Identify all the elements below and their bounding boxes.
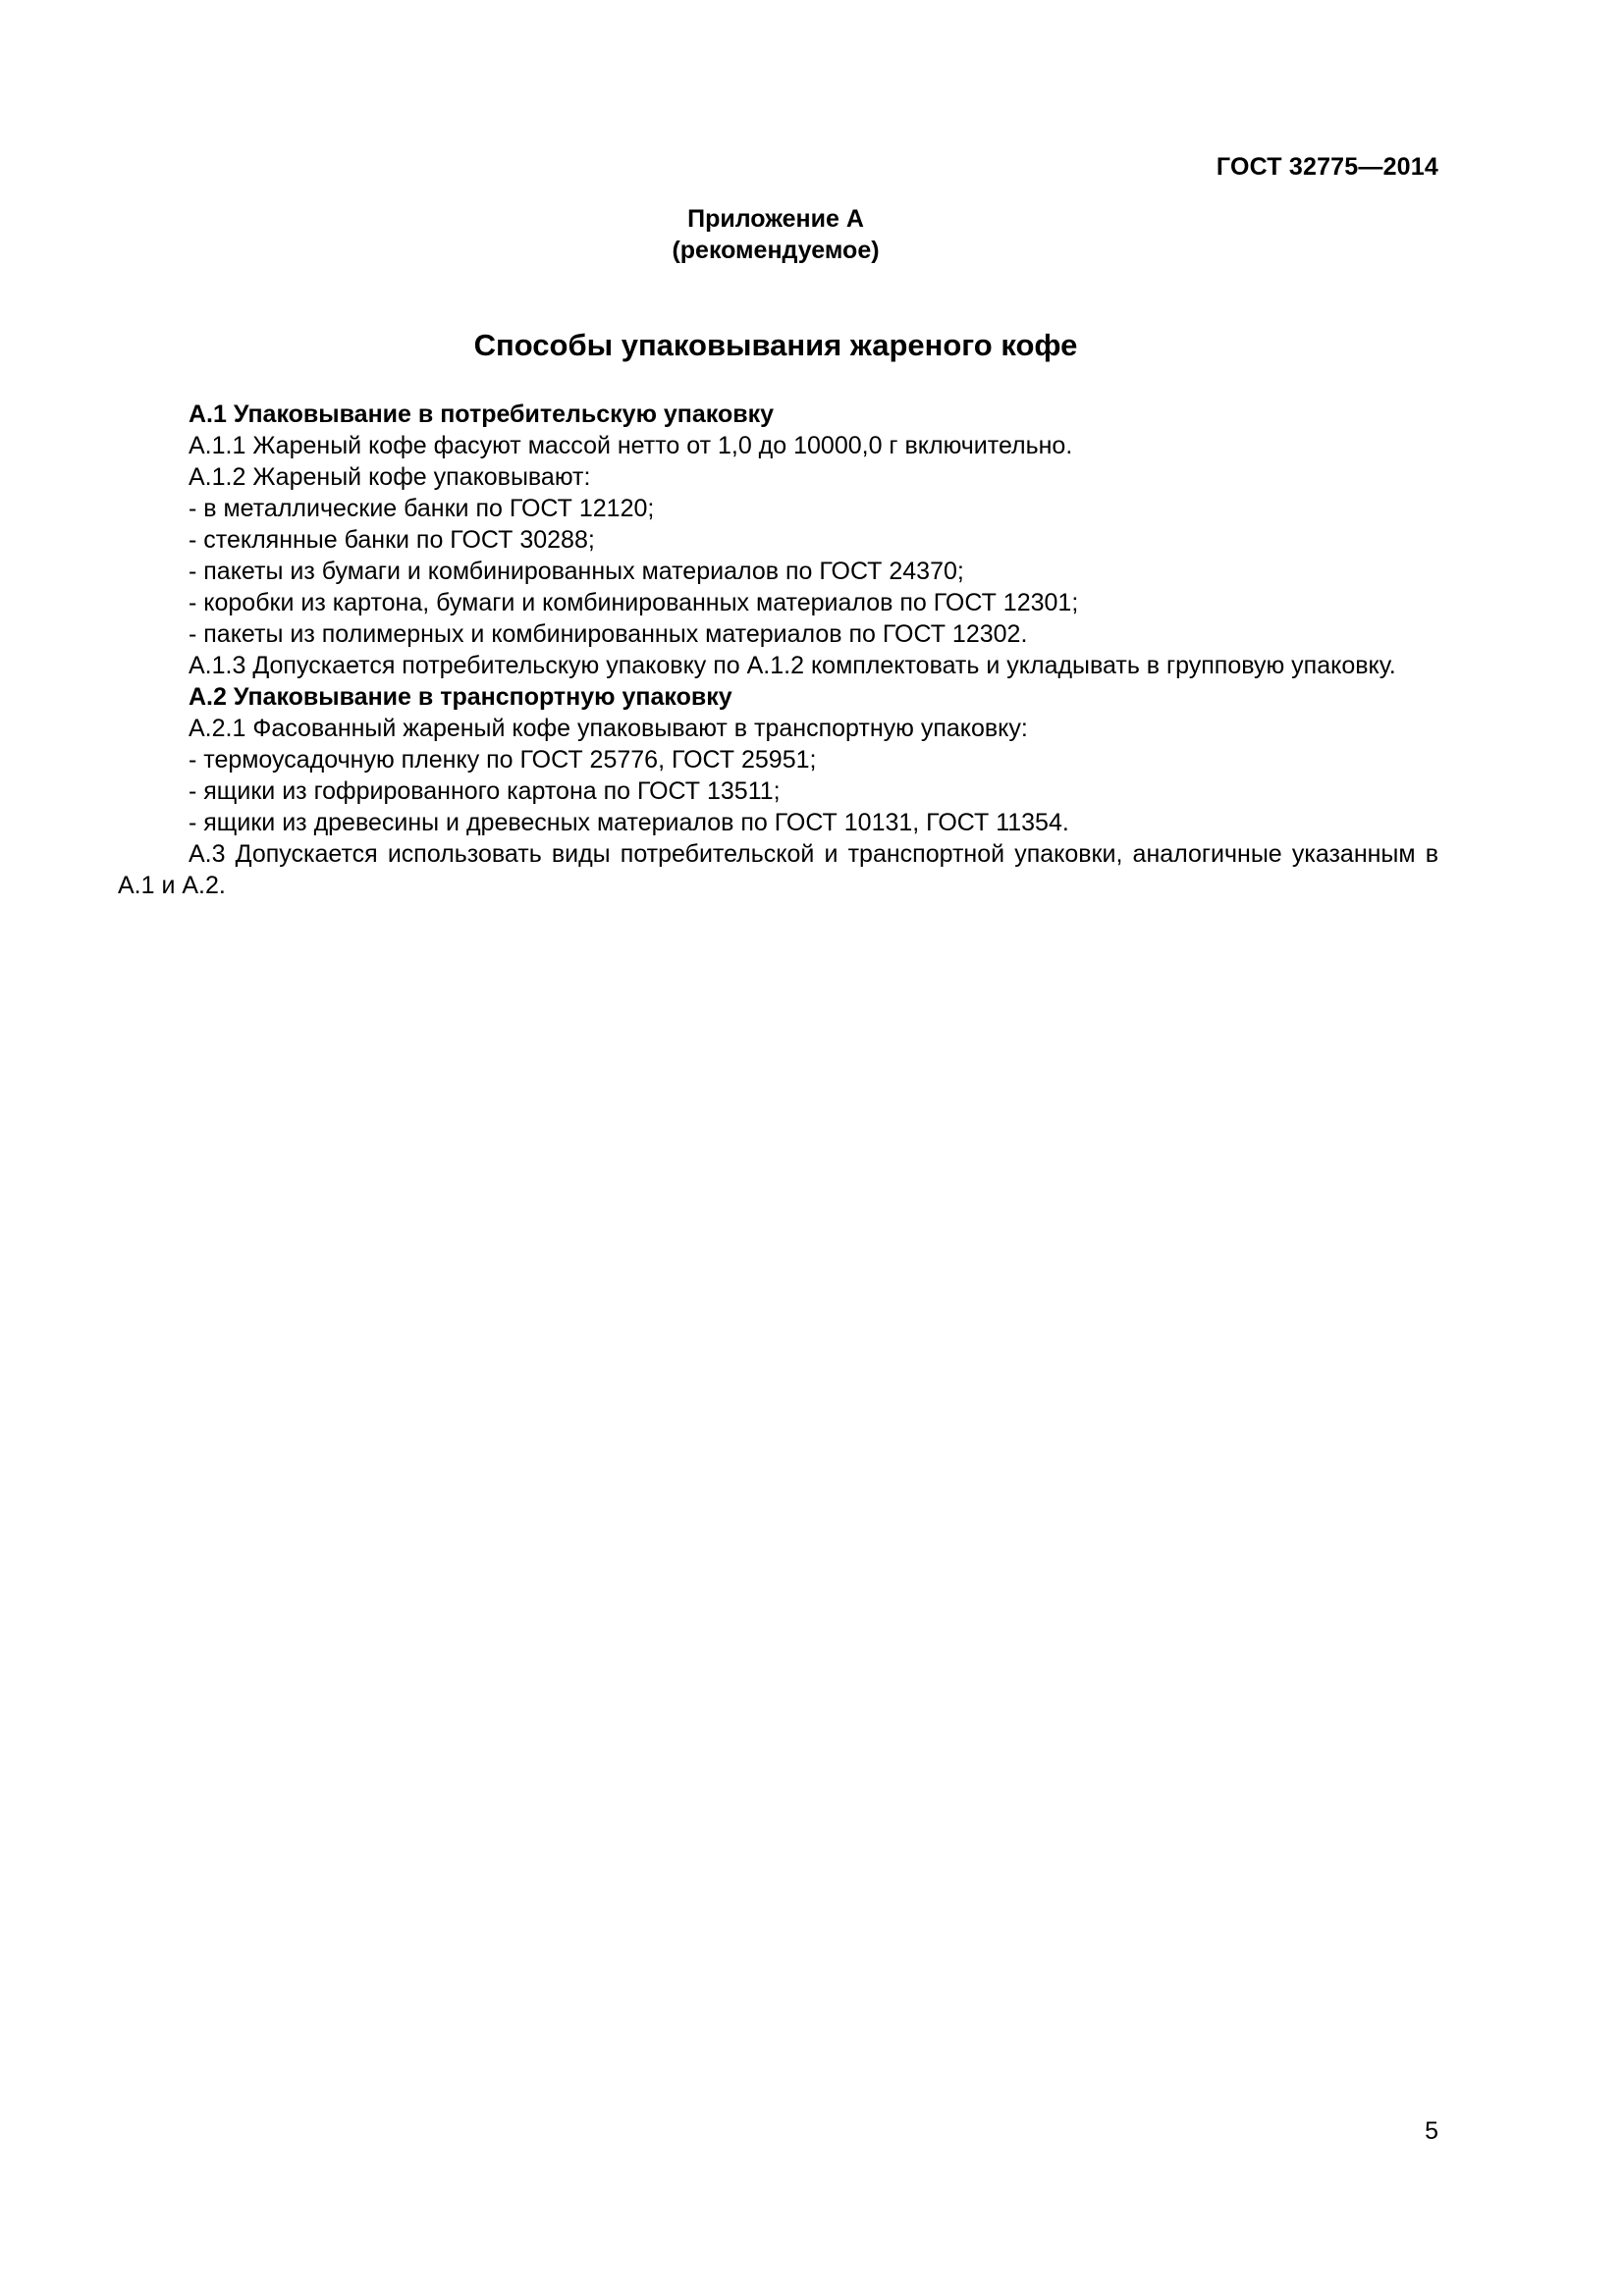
clause-a-2-1: А.2.1 Фасованный жареный кофе упаковывают в транспортную упаковку:	[189, 715, 1028, 742]
list-item: - пакеты из полимерных и комбинированных материалов по ГОСТ 12302.	[189, 620, 1028, 648]
appendix-label: Приложение А	[687, 205, 864, 233]
page-title: Способы упаковывания жареного кофе	[473, 328, 1078, 362]
clause-a-1-3: А.1.3 Допускается потребительскую упаковку по А.1.2 комплектовать и укладывать в групповую упаковку.	[189, 652, 1396, 679]
appendix-status: (рекомендуемое)	[672, 237, 880, 264]
list-item: - в металлические банки по ГОСТ 12120;	[189, 495, 655, 522]
clause-a-1-1: А.1.1 Жареный кофе фасуют массой нетто от 1,0 до 10000,0 г включительно.	[189, 432, 1073, 459]
list-item: - термоусадочную пленку по ГОСТ 25776, ГОСТ 25951;	[189, 746, 817, 774]
document-body	[118, 399, 1438, 901]
list-item: - ящики из древесины и древесных материалов по ГОСТ 10131, ГОСТ 11354.	[189, 809, 1069, 836]
list-item: - ящики из гофрированного картона по ГОСТ 13511;	[189, 777, 781, 805]
list-item: - стеклянные банки по ГОСТ 30288;	[189, 526, 595, 554]
section-heading-a2: А.2 Упаковывание в транспортную упаковку	[189, 683, 732, 711]
list-item: - пакеты из бумаги и комбинированных материалов по ГОСТ 24370;	[189, 558, 964, 585]
clause-a-3: А.3 Допускается использовать виды потребительской и транспортной упаковки, аналогичные указанным в А.1 и А.2.	[118, 840, 1438, 899]
section-heading-a1: А.1 Упаковывание в потребительскую упаковку	[189, 400, 775, 428]
list-item: - коробки из картона, бумаги и комбинированных материалов по ГОСТ 12301;	[189, 589, 1079, 616]
appendix-heading	[0, 203, 1551, 266]
page-number: 5	[1425, 2117, 1438, 2145]
document-code: ГОСТ 32775—2014	[1216, 153, 1438, 181]
clause-a-1-2: А.1.2 Жареный кофе упаковывают:	[189, 463, 591, 491]
